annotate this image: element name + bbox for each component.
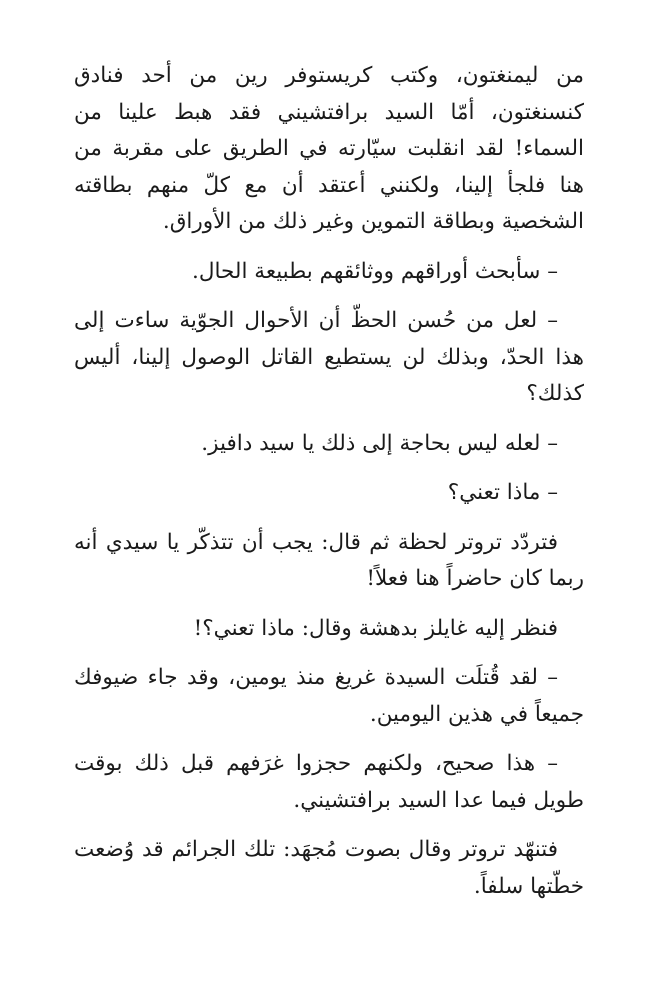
book-page: [74, 58, 584, 905]
paragraph-dialogue-1: – سأبحث أوراقهم ووثائقهم بطبيعة الحال.: [192, 258, 558, 284]
paragraph-dialogue-6: – هذا صحيح، ولكنهم حجزوا غرَفهم قبل ذلك بوقت طويل فيما عدا السيد برافتشيني.: [74, 751, 584, 813]
paragraph-narration-1: من ليمنغتون، وكتب كريستوفر رين من أحد فنادق كنسنغتون، أمّا السيد برافتشيني فقد هبط علينا من السماء! لقد انقلبت سيّارته في الطريق على مقربة من هنا فلجأ إلينا، ولكنني أعتقد أن مع كلّ منهم بطاقته الشخصية وبطاقة التموين وغير ذلك من الأوراق.: [74, 63, 584, 234]
paragraph-dialogue-2: – لعل من حُسن الحظّ أن الأحوال الجوّية ساءت إلى هذا الحدّ، وبذلك لن يستطيع القاتل الوصول إلينا، أليس كذلك؟: [74, 308, 584, 406]
paragraph-dialogue-4: – ماذا تعني؟: [447, 480, 558, 505]
paragraph-dialogue-5: – لقد قُتلَت السيدة غريغ منذ يومين، وقد جاء ضيوفك جميعاً في هذين اليومين.: [74, 665, 584, 727]
paragraph-dialogue-3: – لعله ليس بحاجة إلى ذلك يا سيد دافيز.: [201, 430, 558, 456]
paragraph-narration-4: فتنهّد تروتر وقال بصوت مُجهَد: تلك الجرائم قد وُضعت خطّتها سلفاً.: [74, 837, 584, 899]
paragraph-narration-3: فنظر إليه غايلز بدهشة وقال: ماذا تعني؟!: [193, 615, 558, 641]
paragraph-narration-2: فتردّد تروتر لحظة ثم قال: يجب أن تتذكّر يا سيدي أنه ربما كان حاضراً هنا فعلاً!: [74, 529, 584, 591]
